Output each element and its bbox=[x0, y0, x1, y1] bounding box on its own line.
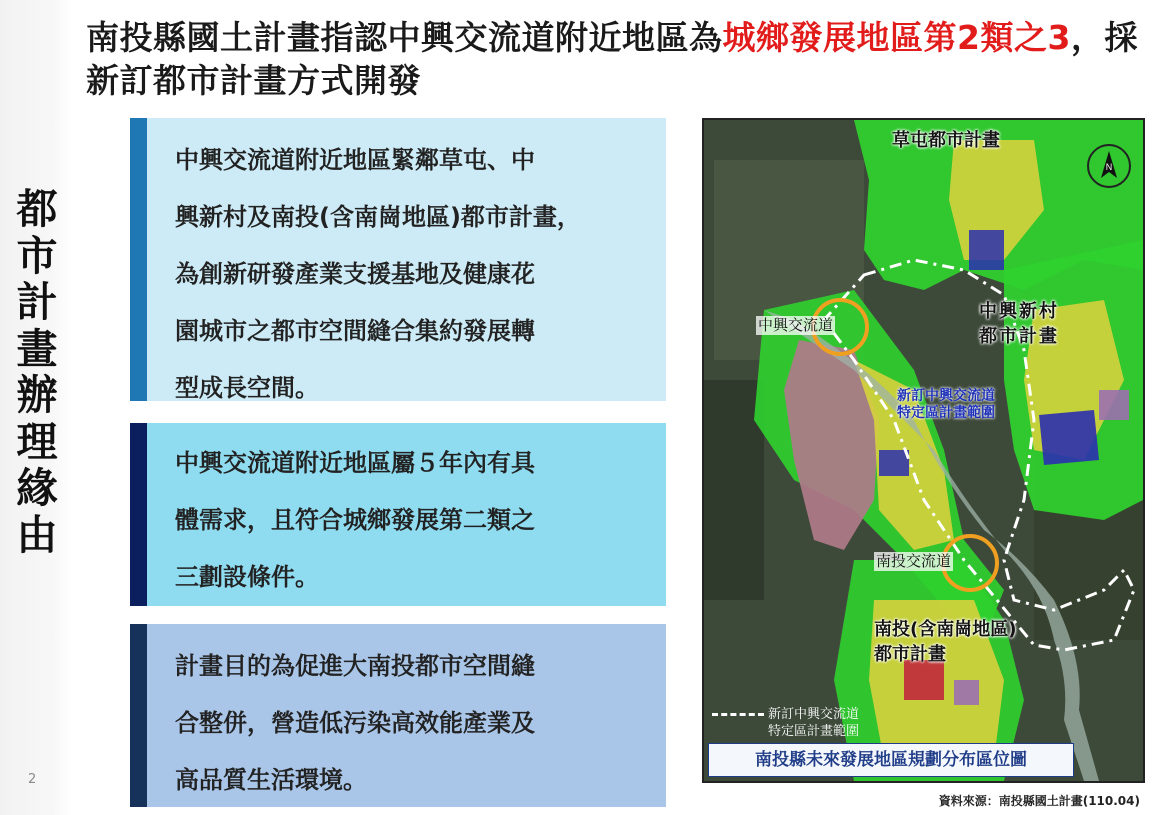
text-line: 型成長空間。 bbox=[175, 374, 319, 402]
map-label-nantou: 南投(含南崗地區) bbox=[874, 619, 1017, 640]
legend-row bbox=[712, 723, 859, 740]
legend-text-2: 特定區計畫範圍 bbox=[768, 724, 860, 739]
text-line: 興新村及南投(含南崗地區)都市計畫， bbox=[175, 203, 581, 231]
reason-text bbox=[175, 132, 644, 417]
sidebar-title-char: 由 bbox=[16, 510, 58, 559]
map-label-zhongxing-village: 中興新村 bbox=[979, 301, 1059, 322]
sidebar-title-char: 理 bbox=[16, 417, 58, 466]
map-graphic bbox=[704, 120, 1143, 781]
legend-dashed-line bbox=[712, 713, 764, 716]
reason-box-2 bbox=[130, 423, 666, 606]
interchange-label-zhongxing: 中興交流道 bbox=[758, 316, 834, 334]
map-label-zhongxing-plan: 都市計畫 bbox=[979, 326, 1059, 347]
text-line: 中興交流道附近地區緊鄰草屯、中 bbox=[175, 146, 535, 174]
north-arrow-icon bbox=[1087, 144, 1131, 188]
sidebar-title-char: 畫 bbox=[16, 324, 58, 373]
title-part1: 南投縣國土計畫指認中興交流道附近地區為 bbox=[86, 18, 723, 57]
legend-row bbox=[712, 706, 859, 723]
text-line: 為創新研發產業支援基地及健康花 bbox=[175, 260, 535, 288]
accent-bar bbox=[130, 118, 147, 401]
source-note: 資料來源：南投縣國土計畫(110.04) bbox=[938, 794, 1140, 808]
sidebar-title bbox=[10, 186, 64, 558]
reason-box-3 bbox=[130, 624, 666, 807]
map-label-caotun: 草屯都市計畫 bbox=[892, 130, 1000, 151]
text-line: 體需求，且符合城鄉發展第二類之 bbox=[175, 506, 535, 534]
sidebar-title-char: 都 bbox=[16, 185, 58, 233]
reason-box-1 bbox=[130, 118, 666, 401]
text-line: 三劃設條件。 bbox=[175, 563, 319, 591]
reason-text bbox=[175, 435, 644, 606]
legend-spacer bbox=[712, 730, 764, 733]
page-title bbox=[86, 16, 1146, 102]
map-legend bbox=[712, 706, 859, 740]
map-label-special-zone bbox=[897, 388, 995, 422]
map-label-nantou-plan: 都市計畫 bbox=[874, 644, 946, 665]
sidebar bbox=[0, 0, 73, 815]
sidebar-title-char: 計 bbox=[16, 278, 58, 326]
title-highlight: 城鄉發展地區第2類之3 bbox=[722, 18, 1071, 57]
title-part2: ，採新訂都市計畫方式開發 bbox=[86, 18, 1138, 100]
sidebar-title-char: 辦 bbox=[16, 371, 58, 419]
text-line: 中興交流道附近地區屬５年內有具 bbox=[175, 449, 535, 477]
zoning-map bbox=[702, 118, 1145, 783]
text-line: 高品質生活環境。 bbox=[175, 766, 367, 794]
text-line: 合整併，營造低污染高效能產業及 bbox=[175, 709, 535, 737]
accent-bar bbox=[130, 624, 147, 807]
reason-text bbox=[175, 638, 644, 809]
interchange-label-nantou: 南投交流道 bbox=[876, 552, 952, 570]
accent-bar bbox=[130, 423, 147, 606]
special-zone-line-1: 新訂中興交流道 bbox=[897, 388, 995, 404]
legend-text-1: 新訂中興交流道 bbox=[768, 707, 860, 722]
sidebar-title-char: 緣 bbox=[16, 464, 58, 512]
map-caption: 南投縣未來發展地區規劃分布區位圖 bbox=[708, 743, 1074, 777]
sidebar-title-char: 市 bbox=[16, 231, 58, 280]
text-line: 園城市之都市空間縫合集約發展轉 bbox=[175, 317, 535, 345]
special-zone-line-2: 特定區計畫範圍 bbox=[897, 405, 995, 421]
text-line: 計畫目的為促進大南投都市空間縫 bbox=[175, 652, 535, 680]
page-number: 2 bbox=[28, 772, 37, 787]
svg-text:N: N bbox=[1105, 162, 1113, 172]
